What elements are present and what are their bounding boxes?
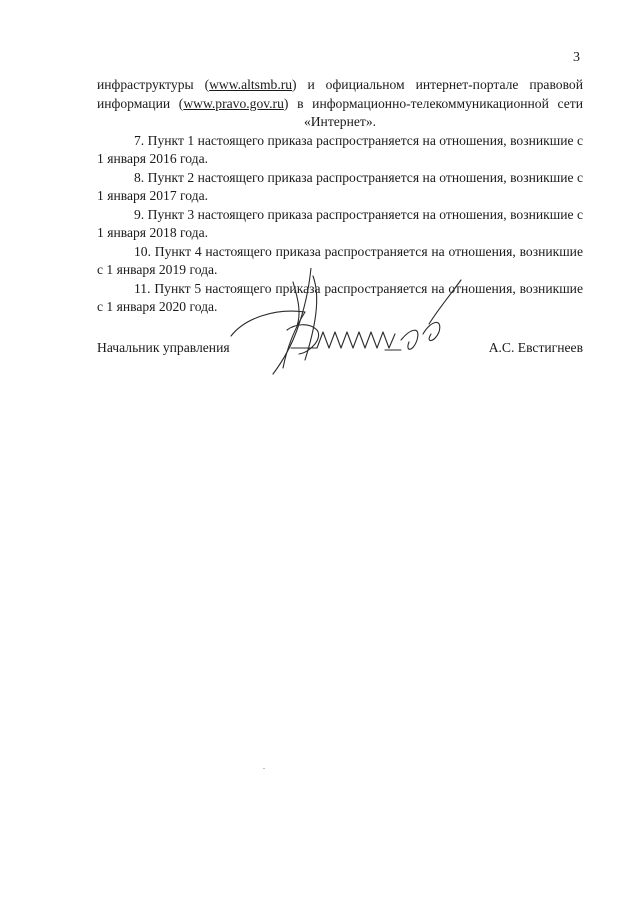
page-number: 3	[573, 50, 580, 65]
signature-stroke	[429, 280, 461, 324]
signature-stroke	[305, 276, 317, 360]
signer-position: Начальник управления	[97, 340, 230, 355]
pravo-link[interactable]: www.pravo.gov.ru	[183, 95, 284, 111]
intro-text-3: ) в информационно-телекоммуникационной сети «Интернет».	[283, 95, 583, 129]
intro-paragraph	[97, 76, 583, 132]
intro-text-2: ) и официальном интернет-портале правовой информации (	[97, 77, 583, 111]
intro-text-1: инфраструктуры (	[97, 77, 210, 92]
signature-stroke	[293, 282, 299, 326]
signature-stroke	[401, 330, 418, 349]
altsmb-link[interactable]: www.altsmb.ru	[209, 77, 293, 92]
signer-name: А.С. Евстигнеев	[488, 340, 583, 355]
signature-stroke	[283, 312, 305, 368]
item-9: 9. Пункт 3 настоящего приказа распространяется на отношения, возникшие с 1 января 2018 года.	[97, 206, 583, 240]
item-10: 10. Пункт 4 настоящего приказа распространяется на отношения, возникшие с 1 января 2019 года.	[97, 243, 583, 277]
handwritten-signature	[225, 268, 475, 378]
signature-stroke	[291, 332, 395, 348]
signature-stroke	[423, 322, 440, 340]
item-8: 8. Пункт 2 настоящего приказа распространяется на отношения, возникшие с 1 января 2017 года.	[97, 169, 583, 203]
item-11: 11. Пункт 5 настоящего приказа распространяется на отношения, возникшие с 1 января 2020 года.	[97, 280, 583, 314]
item-7: 7. Пункт 1 настоящего приказа распространяется на отношения, возникшие с 1 января 2016 года.	[97, 132, 583, 166]
scan-speck	[263, 768, 265, 769]
